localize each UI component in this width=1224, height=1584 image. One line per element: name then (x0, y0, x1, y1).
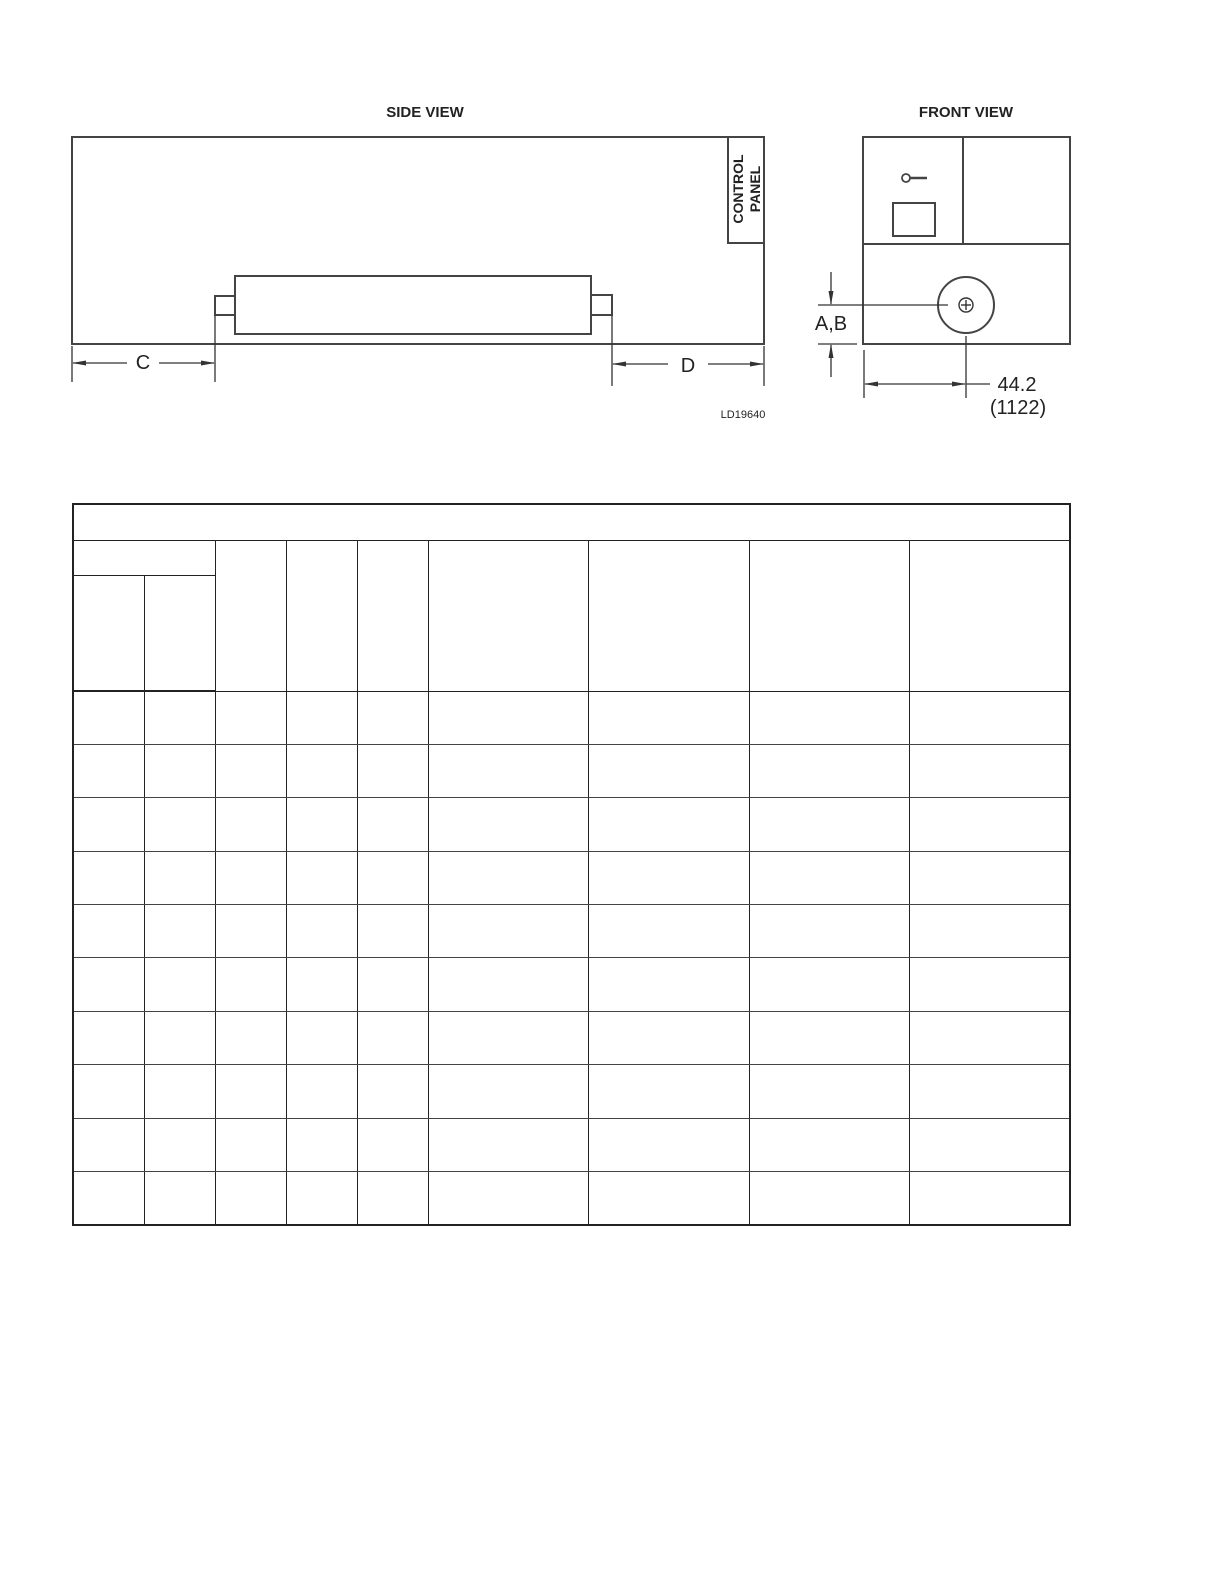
side-view (72, 137, 764, 344)
table-cell (357, 1011, 428, 1064)
table-cell (357, 798, 428, 851)
table-cell (286, 851, 357, 904)
table-cell (215, 744, 286, 797)
table-cell (428, 1065, 588, 1118)
table-cell (215, 691, 286, 744)
table-cell (357, 744, 428, 797)
dim-ab-label: A,B (814, 313, 848, 335)
header-cell-5 (357, 540, 428, 691)
header-subcell-1 (73, 575, 144, 691)
table-cell (73, 905, 144, 958)
table-cell (428, 851, 588, 904)
header-cell-7 (588, 540, 749, 691)
table-cell (749, 958, 909, 1011)
table-cell (749, 1011, 909, 1064)
table-cell (749, 851, 909, 904)
dimension-drawing (0, 0, 1224, 440)
table-row (73, 851, 1070, 904)
table-cell (588, 1065, 749, 1118)
table-cell (286, 691, 357, 744)
table-cell (428, 744, 588, 797)
table-cell (286, 1118, 357, 1171)
control-panel-label-line1: CONTROL (730, 154, 746, 224)
table-cell (286, 1065, 357, 1118)
table-body (73, 691, 1070, 1225)
table-row (73, 798, 1070, 851)
table-cell (428, 958, 588, 1011)
table-cell (144, 1118, 215, 1171)
table-cell (749, 691, 909, 744)
header-cell-6 (428, 540, 588, 691)
table-cell (73, 744, 144, 797)
table-cell (357, 958, 428, 1011)
table-cell (144, 1011, 215, 1064)
table-cell (215, 1172, 286, 1225)
nozzle-dimension-table (72, 503, 1071, 1226)
table-cell (73, 1065, 144, 1118)
table-cell (73, 958, 144, 1011)
table-cell (215, 798, 286, 851)
side-view-title: SIDE VIEW (386, 104, 464, 121)
header-cell-4 (286, 540, 357, 691)
table-cell (73, 1172, 144, 1225)
table-cell (357, 1172, 428, 1225)
table-cell (73, 798, 144, 851)
table-cell (144, 958, 215, 1011)
dim-d-label: D (680, 355, 696, 377)
table-cell (909, 1065, 1070, 1118)
table-cell (749, 1118, 909, 1171)
table-cell (588, 958, 749, 1011)
front-panel-window (893, 203, 935, 236)
table-cell (215, 851, 286, 904)
table-row (73, 1118, 1070, 1171)
table-row (73, 958, 1070, 1011)
table-row (73, 1065, 1070, 1118)
table-cell (428, 1011, 588, 1064)
table-cell (73, 851, 144, 904)
table-cell (144, 851, 215, 904)
table-cell (749, 798, 909, 851)
table-cell (286, 958, 357, 1011)
table-row (73, 905, 1070, 958)
evaporator-shell (235, 276, 591, 334)
table-cell (588, 905, 749, 958)
table-cell (909, 958, 1070, 1011)
table-cell (588, 691, 749, 744)
table-cell (73, 1011, 144, 1064)
table-cell (144, 905, 215, 958)
table-cell (428, 905, 588, 958)
table-cell (286, 744, 357, 797)
header-subcell-2 (144, 575, 215, 691)
table-cell (357, 905, 428, 958)
table-cell (286, 1172, 357, 1225)
table-title-cell (73, 504, 1070, 540)
table-cell (73, 691, 144, 744)
table-cell (144, 798, 215, 851)
table-cell (909, 1011, 1070, 1064)
table-cell (909, 744, 1070, 797)
header-cell-8 (749, 540, 909, 691)
table-cell (588, 1118, 749, 1171)
table-row (73, 1011, 1070, 1064)
unit-outline-front (863, 137, 1070, 344)
table-cell (909, 1172, 1070, 1225)
table-cell (357, 1065, 428, 1118)
header-cell-3 (215, 540, 286, 691)
dimension-width (864, 336, 990, 398)
table-cell (144, 1172, 215, 1225)
table-cell (73, 1118, 144, 1171)
table-cell (357, 1118, 428, 1171)
table-cell (215, 1118, 286, 1171)
table-cell (749, 744, 909, 797)
table-row (73, 744, 1070, 797)
control-panel-label-line2: PANEL (747, 165, 763, 213)
unit-outline-side (72, 137, 764, 344)
table-cell (286, 905, 357, 958)
table-cell (144, 691, 215, 744)
table-cell (588, 1172, 749, 1225)
table-row (73, 691, 1070, 744)
table-cell (428, 798, 588, 851)
table-cell (909, 1118, 1070, 1171)
front-view-title: FRONT VIEW (918, 104, 1014, 121)
dim-c-label: C (135, 352, 151, 374)
table-cell (588, 851, 749, 904)
dim-width-millimeters: (1122) (989, 397, 1047, 419)
table-cell (909, 691, 1070, 744)
table-cell (144, 744, 215, 797)
table-cell (588, 798, 749, 851)
table-cell (428, 691, 588, 744)
table-cell (909, 851, 1070, 904)
front-view (863, 137, 1070, 344)
table-cell (144, 1065, 215, 1118)
table-cell (357, 691, 428, 744)
table-cell (215, 1011, 286, 1064)
table-cell (749, 905, 909, 958)
table-cell (588, 1011, 749, 1064)
table-cell (428, 1118, 588, 1171)
table-row (73, 1172, 1070, 1225)
table-cell (215, 1065, 286, 1118)
table-cell (749, 1065, 909, 1118)
right-nozzle (591, 295, 612, 315)
drawing-id: LD19640 (720, 409, 766, 421)
table-cell (286, 1011, 357, 1064)
table-cell (588, 744, 749, 797)
table-cell (749, 1172, 909, 1225)
header-group-cell (73, 540, 215, 575)
disconnect-handle-icon (902, 174, 927, 182)
left-nozzle (215, 296, 235, 315)
table-cell (909, 798, 1070, 851)
nozzle-center-mark-icon (959, 298, 973, 312)
table-cell (428, 1172, 588, 1225)
table-cell (357, 851, 428, 904)
header-cell-9 (909, 540, 1070, 691)
table-cell (286, 798, 357, 851)
table-cell (909, 905, 1070, 958)
table-cell (215, 905, 286, 958)
dim-width-inches: 44.2 (997, 374, 1037, 396)
table-cell (215, 958, 286, 1011)
